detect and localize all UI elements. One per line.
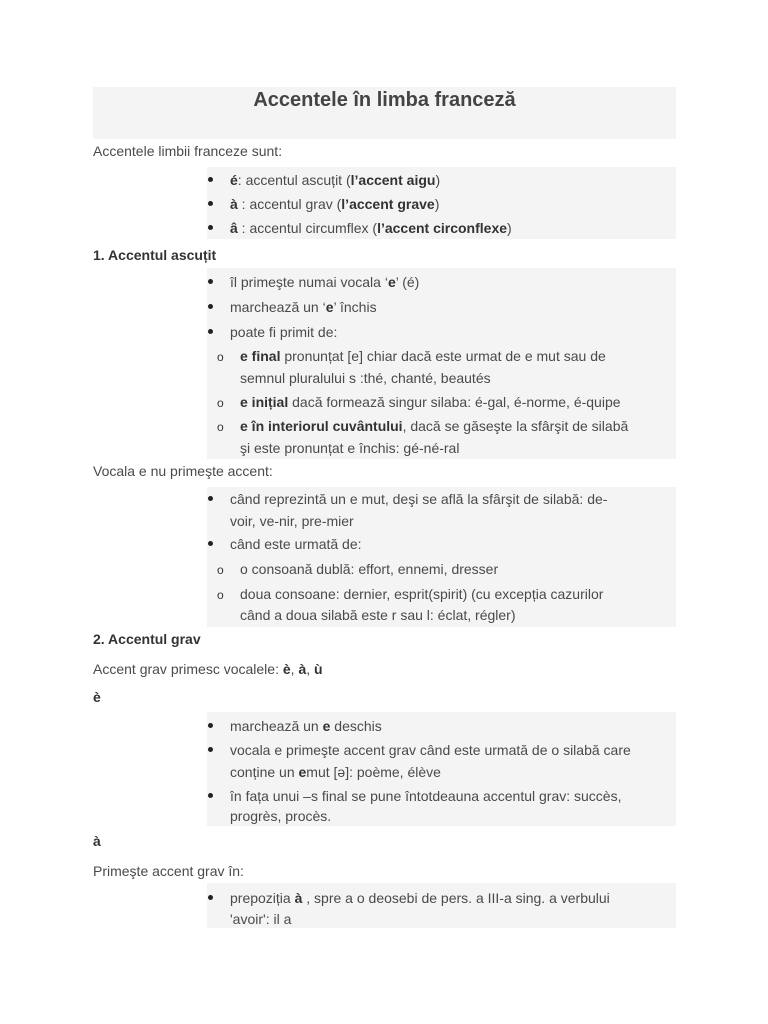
paragraph-grav-intro (93, 661, 323, 677)
page-title: Accentele în limba franceză (253, 89, 516, 111)
paragraph-vocala: Vocala e nu primeşte accent: (93, 463, 273, 479)
accent-name: l’accent aigu (350, 172, 436, 188)
bullet-icon (208, 541, 213, 546)
text-bold: è (282, 661, 291, 677)
text-bold: e final (240, 348, 281, 364)
text-bold: ù (314, 661, 323, 677)
text-part: prepoziția (230, 890, 295, 906)
accent-char: à (230, 196, 238, 212)
sub-bullet-icon: o (217, 563, 224, 577)
text-part: , spre a o deosebi de pers. a III-a sing. a verbului (302, 890, 610, 906)
sub-list-item-continued: când a doua silabă este r sau l: éclat, régler) (240, 607, 516, 623)
sub-bullet-icon: o (217, 420, 224, 434)
subheading-a-grave: à (93, 833, 101, 849)
list-background-3 (207, 487, 676, 627)
sub-list-item (240, 394, 621, 410)
accent-item-circonflexe (230, 220, 512, 236)
accent-name: l’accent circonflexe (377, 220, 508, 236)
text-part: deschis (330, 718, 382, 734)
text-part: Accent grav primesc vocalele: (93, 661, 283, 677)
sub-list-item (240, 418, 628, 434)
list-item: în fața unui –s final se pune întotdeauna accentul grav: succès, (230, 788, 622, 804)
text-part: conține un (230, 764, 299, 780)
bullet-icon (208, 895, 213, 900)
list-item: când reprezintă un e mut, deşi se află la sfârşit de silabă: de- (230, 491, 608, 507)
sub-list-item: o consoană dublă: effort, ennemi, dresser (240, 561, 499, 577)
list-item: vocala e primeşte accent grav când este urmată de o silabă care (230, 742, 631, 758)
accent-end: ) (434, 196, 440, 212)
accent-item-aigu (230, 172, 440, 188)
text-part: îl primeşte numai vocala ‘ (230, 274, 388, 290)
bullet-icon (208, 304, 213, 309)
accent-end: ) (507, 220, 512, 236)
accent-char: â (230, 220, 238, 236)
accent-name: l’accent grave (341, 196, 435, 212)
section-heading-grav: 2. Accentul grav (93, 631, 201, 647)
text-part: , (290, 661, 299, 677)
accent-desc: : accentul circumflex ( (237, 220, 378, 236)
text-part: ’ închis (333, 299, 377, 315)
accent-desc: : accentul ascuțit ( (237, 172, 351, 188)
text-bold: e (298, 764, 307, 780)
accent-desc: : accentul grav ( (237, 196, 342, 212)
bullet-icon (208, 279, 213, 284)
accent-item-grave (230, 196, 439, 212)
text-part: pronunțat [e] chiar dacă este urmat de e mut sau de (280, 348, 606, 364)
intro-text: Accentele limbii franceze sunt: (93, 143, 283, 159)
text-bold: à (294, 890, 303, 906)
text-part: dacă formează singur silaba: é-gal, é-norme, é-quipe (288, 394, 621, 410)
sub-bullet-icon: o (217, 396, 224, 410)
bullet-icon (208, 793, 213, 798)
list-item (230, 299, 377, 315)
text-part: marchează un (230, 718, 323, 734)
bullet-icon (208, 496, 213, 501)
accent-char: é (230, 172, 238, 188)
paragraph-a-intro: Primeşte accent grav în: (93, 863, 244, 879)
text-part: ’ (é) (395, 274, 420, 290)
list-item: poate fi primit de: (230, 324, 338, 340)
text-bold: e (322, 718, 331, 734)
sub-bullet-icon: o (217, 588, 224, 602)
bullet-icon (208, 723, 213, 728)
text-bold: e în interiorul cuvântului (240, 418, 403, 434)
sub-list-item-continued: semnul pluralului s :thé, chanté, beautés (240, 370, 491, 386)
bullet-icon (208, 201, 213, 206)
text-bold: e inițial (240, 394, 289, 410)
text-part: , dacă se găseşte la sfârşit de silabă (402, 418, 629, 434)
list-item (230, 274, 419, 290)
text-part: mut [ə]: poème, élève (306, 764, 441, 780)
list-item-continued: voir, ve-nir, pre-mier (230, 513, 354, 529)
bullet-icon (208, 747, 213, 752)
list-item: când este urmată de: (230, 536, 362, 552)
text-bold: e (325, 299, 334, 315)
section-heading-ascutit: 1. Accentul ascuțit (93, 247, 217, 263)
accent-end: ) (435, 172, 441, 188)
text-part: , (306, 661, 315, 677)
text-part: marchează un ‘ (230, 299, 326, 315)
list-item-continued: progrès, procès. (230, 808, 332, 824)
bullet-icon (208, 225, 213, 230)
text-bold: à (298, 661, 307, 677)
sub-bullet-icon: o (217, 350, 224, 364)
subheading-e-grave: è (93, 689, 101, 705)
sub-list-item-continued: şi este pronunțat e închis: gé-né-ral (240, 440, 460, 456)
bullet-icon (208, 177, 213, 182)
sub-list-item: doua consoane: dernier, esprit(spirit) (cu excepția cazurilor (240, 586, 604, 602)
text-bold: e (387, 274, 396, 290)
list-item-continued (230, 764, 441, 780)
bullet-icon (208, 329, 213, 334)
list-item-continued: 'avoir': il a (230, 911, 292, 927)
list-item (230, 890, 610, 906)
sub-list-item (240, 348, 606, 364)
list-item (230, 718, 382, 734)
